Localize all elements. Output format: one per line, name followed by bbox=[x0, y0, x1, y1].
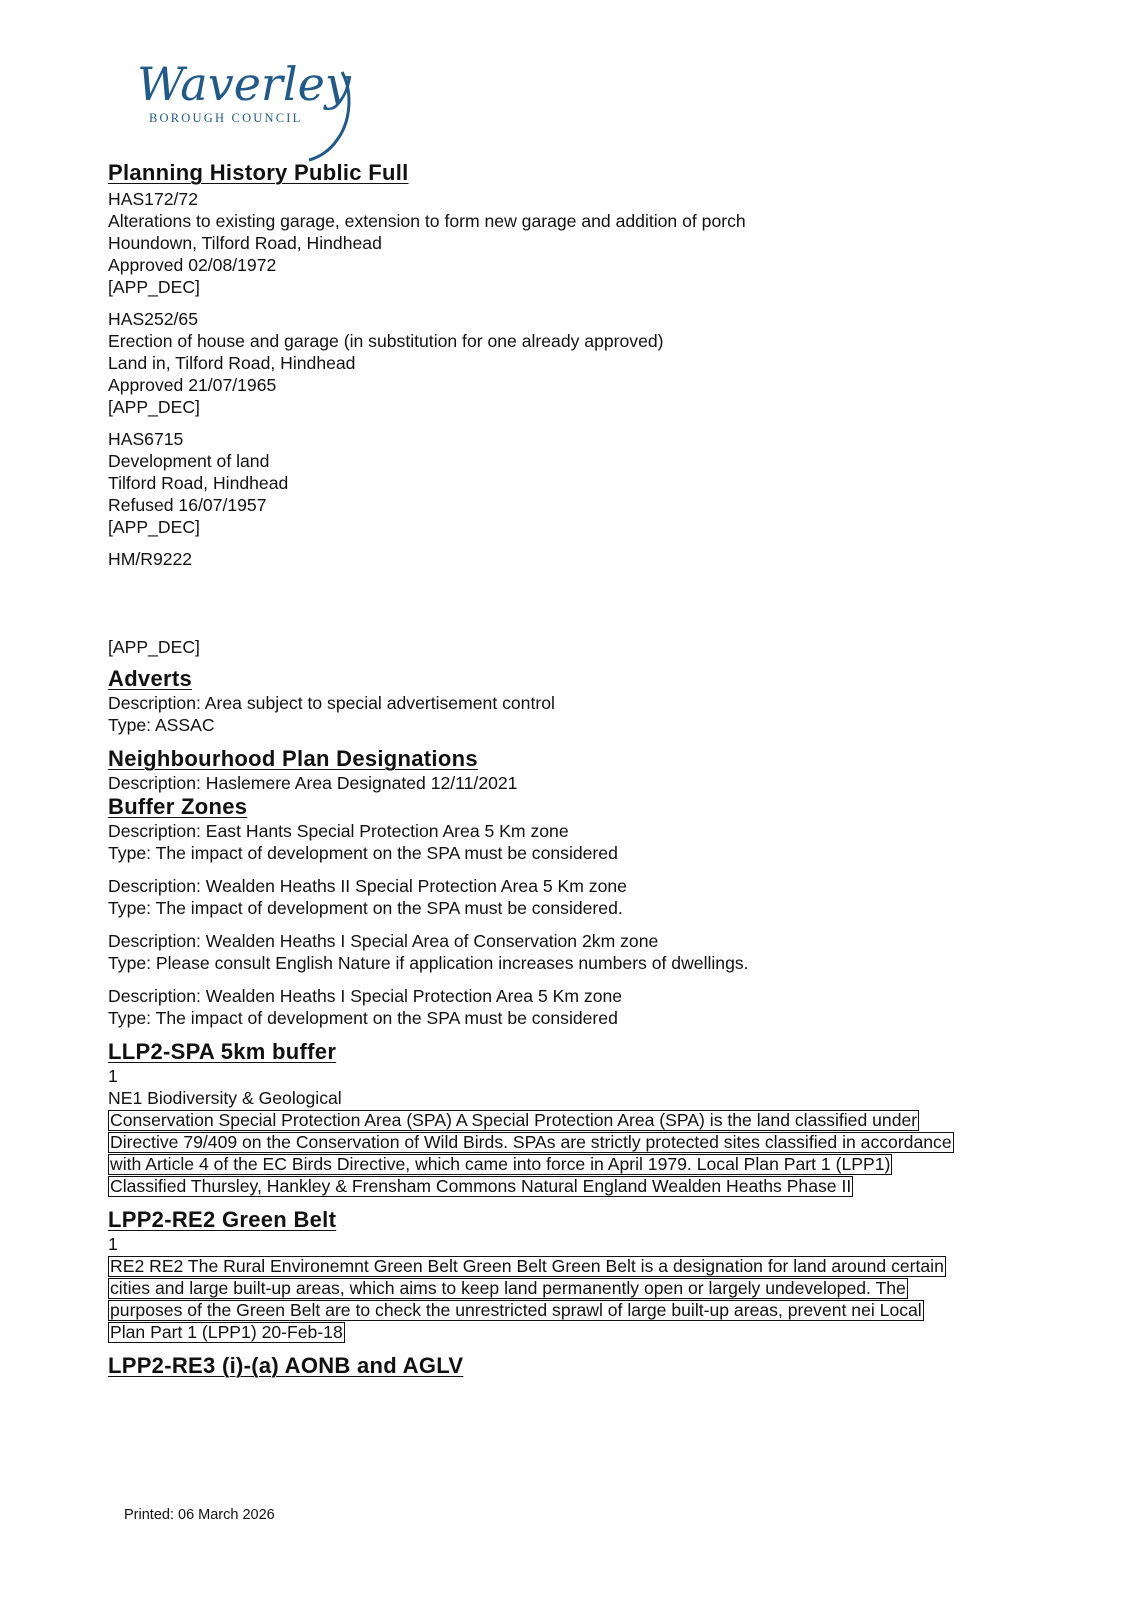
buffer-item bbox=[108, 985, 1038, 1029]
record-address: Tilford Road, Hindhead bbox=[108, 473, 289, 493]
record-tag: [APP_DEC] bbox=[108, 637, 200, 657]
record-description: Erection of house and garage (in substitution for one already approved) bbox=[108, 331, 664, 351]
llp2-number: 1 bbox=[108, 1066, 118, 1086]
record-ref: HAS252/65 bbox=[108, 309, 198, 329]
neighbourhood-description: Description: Haslemere Area Designated 12/11/2021 bbox=[108, 773, 518, 793]
logo-wordmark: Waverley bbox=[137, 57, 351, 111]
planning-history-heading: Planning History Public Full bbox=[108, 160, 409, 185]
llp2-text-line: Directive 79/409 on the Conservation of Wild Birds. SPAs are strictly protected sites classified in accordance bbox=[110, 1132, 952, 1152]
waverley-logo-graphic bbox=[137, 50, 367, 170]
llp2-text-line: Conservation Special Protection Area (SPA) A Special Protection Area (SPA) is the land classified under bbox=[110, 1110, 918, 1130]
lpp2-re2-number: 1 bbox=[108, 1234, 118, 1254]
record-description: Alterations to existing garage, extension to form new garage and addition of porch bbox=[108, 211, 746, 231]
llp2-title: NE1 Biodiversity & Geological bbox=[108, 1088, 342, 1108]
buffer-description: Description: Wealden Heaths I Special Protection Area 5 Km zone bbox=[108, 986, 623, 1006]
lpp2-re2-text-line: purposes of the Green Belt are to check the unrestricted sprawl of large built-up areas, prevent nei Local bbox=[110, 1300, 922, 1320]
buffer-type: Type: The impact of development on the SPA must be considered bbox=[108, 1008, 618, 1028]
record-description: Development of land bbox=[108, 451, 270, 471]
buffer-description: Description: East Hants Special Protection Area 5 Km zone bbox=[108, 821, 569, 841]
record-address: Houndown, Tilford Road, Hindhead bbox=[108, 233, 382, 253]
waverley-logo bbox=[137, 50, 367, 170]
adverts-description: Description: Area subject to special advertisement control bbox=[108, 693, 555, 713]
record-decision: Approved 02/08/1972 bbox=[108, 255, 277, 275]
llp2-spa-heading: LLP2-SPA 5km buffer bbox=[108, 1039, 337, 1064]
planning-record bbox=[108, 548, 1038, 658]
lpp2-re2-text-line: RE2 RE2 The Rural Environemnt Green Belt Green Belt Green Belt is a designation for land around certain bbox=[110, 1256, 944, 1276]
record-ref: HM/R9222 bbox=[108, 549, 193, 569]
lpp2-re2-text-line: cities and large built-up areas, which aims to keep land permanently open or largely undeveloped. The bbox=[110, 1278, 906, 1298]
record-ref: HAS172/72 bbox=[108, 189, 198, 209]
lpp2-re2-heading: LPP2-RE2 Green Belt bbox=[108, 1207, 337, 1232]
planning-record bbox=[108, 308, 1038, 418]
record-tag: [APP_DEC] bbox=[108, 397, 200, 417]
buffer-type: Type: The impact of development on the SPA must be considered bbox=[108, 843, 618, 863]
lpp2-re2-text-block bbox=[108, 1255, 1038, 1343]
llp2-text-line: Classified Thursley, Hankley & Frensham Commons Natural England Wealden Heaths Phase II bbox=[110, 1176, 852, 1196]
buffer-item bbox=[108, 930, 1038, 974]
lpp2-re2-text-line: Plan Part 1 (LPP1) 20-Feb-18 bbox=[110, 1322, 343, 1342]
record-tag: [APP_DEC] bbox=[108, 517, 200, 537]
buffer-description: Description: Wealden Heaths II Special Protection Area 5 Km zone bbox=[108, 876, 627, 896]
neighbourhood-heading: Neighbourhood Plan Designations bbox=[108, 746, 478, 771]
planning-record bbox=[108, 428, 1038, 538]
record-decision: Approved 21/07/1965 bbox=[108, 375, 277, 395]
buffer-zones-heading: Buffer Zones bbox=[108, 794, 248, 819]
adverts-type: Type: ASSAC bbox=[108, 715, 215, 735]
printed-date: Printed: 06 March 2026 bbox=[124, 1507, 275, 1523]
record-ref: HAS6715 bbox=[108, 429, 184, 449]
buffer-item bbox=[108, 875, 1038, 919]
buffer-type: Type: Please consult English Nature if application increases numbers of dwellings. bbox=[108, 953, 749, 973]
llp2-text-block bbox=[108, 1109, 1038, 1197]
record-decision: Refused 16/07/1957 bbox=[108, 495, 267, 515]
buffer-item bbox=[108, 820, 1038, 864]
record-tag: [APP_DEC] bbox=[108, 277, 200, 297]
buffer-description: Description: Wealden Heaths I Special Area of Conservation 2km zone bbox=[108, 931, 659, 951]
planning-record bbox=[108, 188, 1038, 298]
buffer-type: Type: The impact of development on the SPA must be considered. bbox=[108, 898, 623, 918]
document-body bbox=[108, 160, 1038, 1379]
logo-subtitle: BOROUGH COUNCIL bbox=[149, 111, 303, 125]
lpp2-re3-heading: LPP2-RE3 (i)-(a) AONB and AGLV bbox=[108, 1353, 464, 1378]
llp2-text-line: with Article 4 of the EC Birds Directive, which came into force in April 1979. Local Plan Part 1 (LPP1) bbox=[110, 1154, 891, 1174]
record-address: Land in, Tilford Road, Hindhead bbox=[108, 353, 356, 373]
adverts-heading: Adverts bbox=[108, 666, 193, 691]
